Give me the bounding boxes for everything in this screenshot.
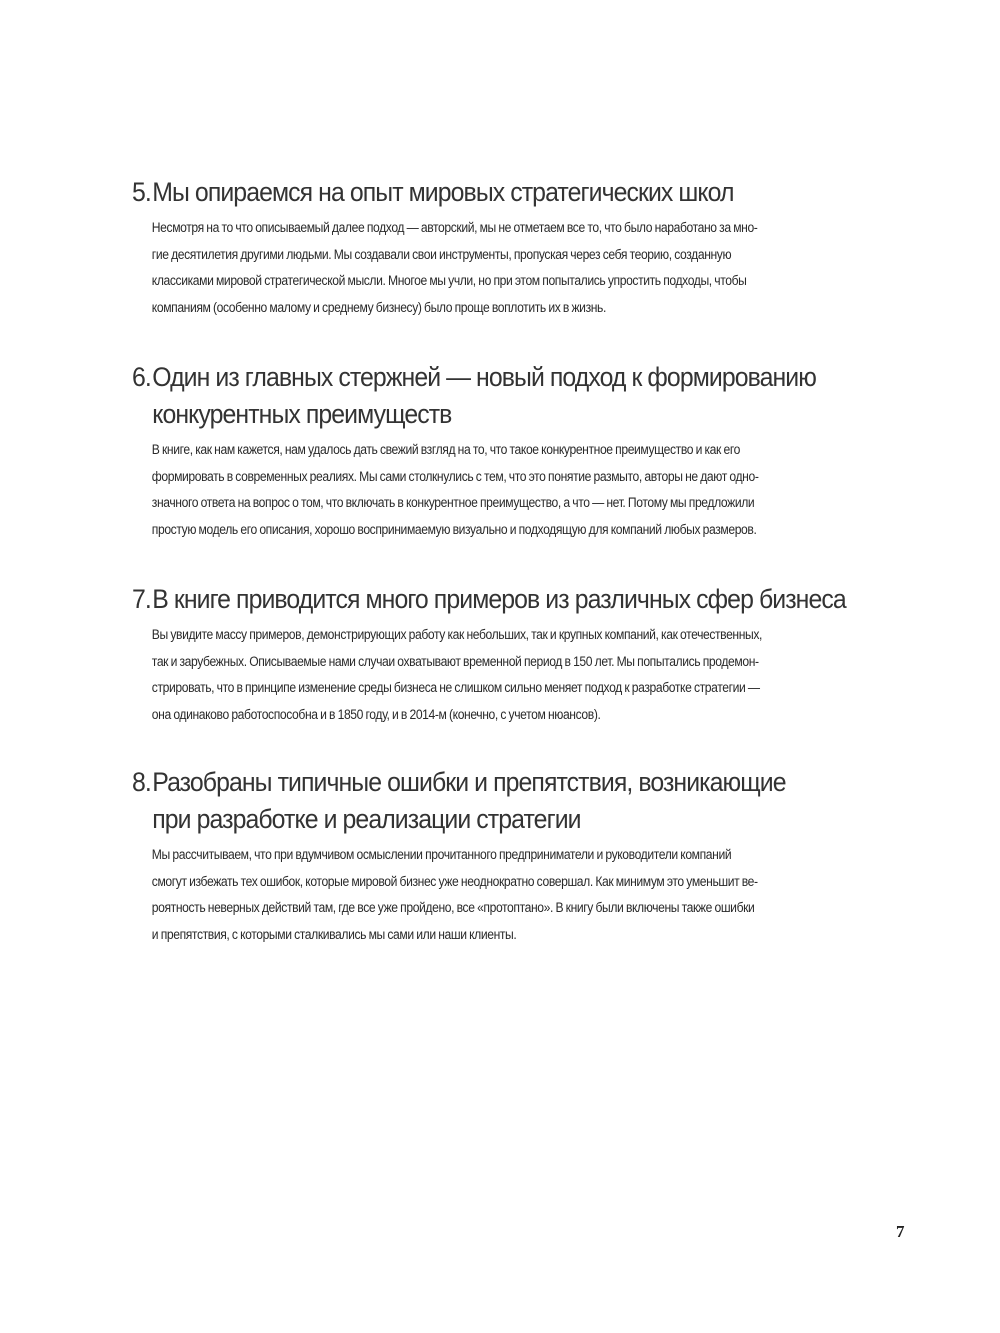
section-number: 6. xyxy=(132,362,151,392)
section-heading xyxy=(132,174,850,211)
body-line: формировать в современных реалиях. Мы сами столкнулись с тем, что это понятие размыто, авторы не дают одно- xyxy=(151,468,759,484)
section-title-line: конкурентных преимуществ xyxy=(152,399,452,429)
section-body xyxy=(132,622,845,728)
section-title-line: при разработке и реализации стратегии xyxy=(152,804,581,834)
section-title-line: В книге приводится много примеров из различных сфер бизнеса xyxy=(152,584,846,614)
section-body xyxy=(132,437,845,543)
section-8 xyxy=(132,764,852,948)
body-line: В книге, как нам кажется, нам удалось дать свежий взгляд на то, что такое конкурентное преимущество и как его xyxy=(151,442,740,457)
section-heading xyxy=(132,764,850,838)
body-line: компаниям (особенно малому и среднему бизнесу) было проще воплотить их в жизнь. xyxy=(151,299,606,315)
section-body xyxy=(132,842,845,948)
body-line: Вы увидите массу примеров, демонстрирующих работу как небольших, так и крупных компаний, как отечественных, xyxy=(151,627,763,642)
section-heading xyxy=(132,581,850,618)
section-number: 7. xyxy=(132,584,151,614)
section-body xyxy=(132,215,845,321)
body-line: Мы рассчитываем, что при вдумчивом осмыслении прочитанного предприниматели и руководители компаний xyxy=(151,847,732,862)
body-line: так и зарубежных. Описываемые нами случаи охватывают временной период в 150 лет. Мы попытались продемон- xyxy=(151,653,759,669)
body-line: роятность неверных действий там, где все уже пройдено, все «протоптано». В книгу были включены также ошибки xyxy=(151,900,755,916)
body-line: значного ответа на вопрос о том, что включать в конкурентное преимущество, а что — нет. Потому мы предложили xyxy=(151,495,755,511)
section-title-line: Разобраны типичные ошибки и препятствия, возникающие xyxy=(152,767,786,797)
section-6 xyxy=(132,359,852,543)
body-line: простую модель его описания, хорошо воспринимаемую визуально и подходящую для компаний любых размеров. xyxy=(151,521,757,537)
body-line: смогут избежать тех ошибок, которые мировой бизнес уже неоднократно совершал. Как минимум это уменьшит ве- xyxy=(151,873,758,889)
page-number: 7 xyxy=(896,1222,905,1241)
body-line: и препятствия, с которыми сталкивались мы сами или наши клиенты. xyxy=(151,926,517,942)
section-number: 8. xyxy=(132,767,151,797)
section-5 xyxy=(132,174,852,321)
section-title-line: Мы опираемся на опыт мировых стратегических школ xyxy=(152,177,734,207)
body-line: гие десятилетия другими людьми. Мы создавали свои инструменты, пропуская через себя теорию, созданную xyxy=(151,246,732,262)
section-number: 5. xyxy=(132,177,151,207)
body-line: классиками мировой стратегической мысли. Многое мы учли, но при этом попытались упростить подходы, чтобы xyxy=(151,273,747,289)
section-title xyxy=(152,174,849,211)
section-heading xyxy=(132,359,850,433)
section-title xyxy=(152,764,849,838)
section-title xyxy=(152,359,849,433)
section-title-line: Один из главных стержней — новый подход к формированию xyxy=(152,362,816,392)
body-line: Несмотря на то что описываемый далее подход — авторский, мы не отметаем все то, что было наработано за мно- xyxy=(151,220,758,235)
body-line: она одинаково работоспособна и в 1850 году, и в 2014-м (конечно, с учетом нюансов). xyxy=(151,706,601,722)
section-7 xyxy=(132,581,852,728)
section-title xyxy=(152,581,849,618)
body-line: стрировать, что в принципе изменение среды бизнеса не слишком сильно меняет подход к разработке стратегии — xyxy=(151,680,760,696)
